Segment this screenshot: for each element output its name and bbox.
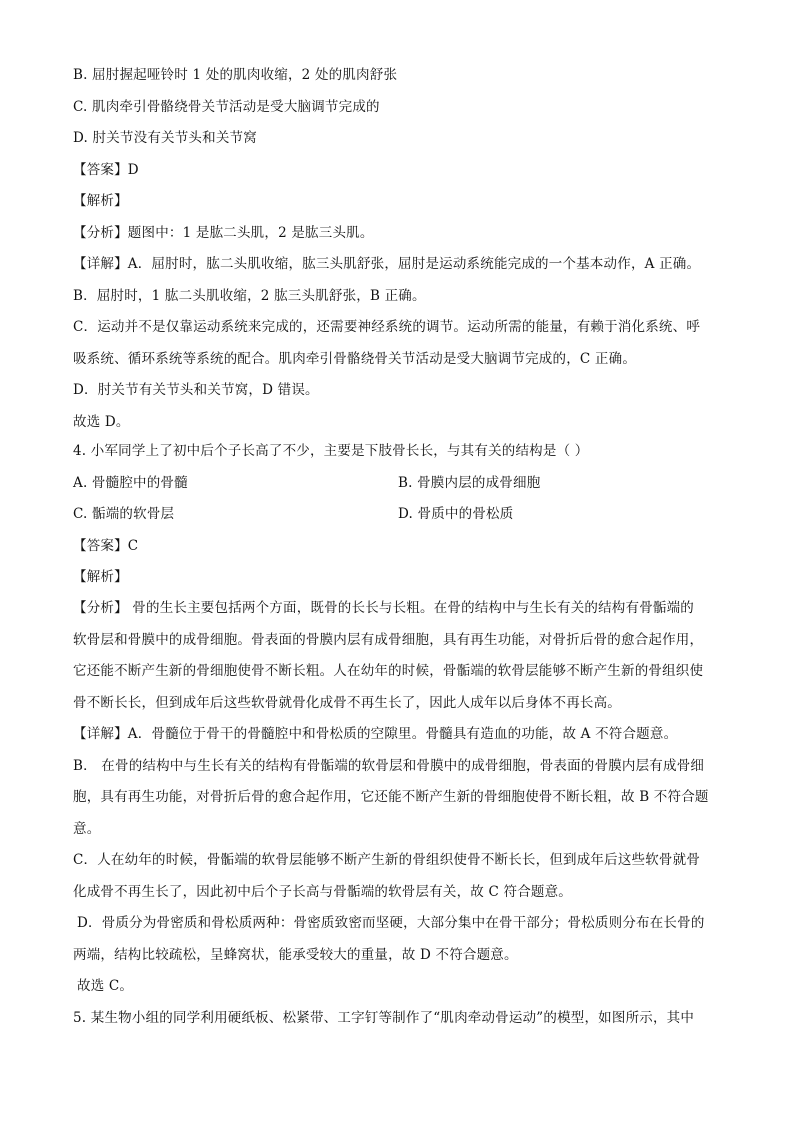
detail-paragraph: B． 在骨的结构中与生长有关的结构有骨骺端的软骨层和骨膜中的成骨细胞，骨表面的骨膜内层有成骨细: [73, 758, 705, 774]
final-choice: 故选 C。: [77, 978, 134, 994]
analysis-paragraph: 软骨层和骨膜中的成骨细胞。骨表面的骨膜内层有成骨细胞，具有再生功能，对骨折后骨的愈合起作用，: [73, 632, 704, 648]
detail-paragraph: 【详解】A．骨髓位于骨干的骨髓腔中和骨松质的空隙里。骨髓具有造血的功能，故 A 不符合题意。: [73, 726, 678, 742]
detail-paragraph: B．屈肘时，1 肱二头肌收缩，2 肱三头肌舒张，B 正确。: [73, 288, 426, 304]
detail-paragraph: D．骨质分为骨密质和骨松质两种：骨密质致密而坚硬，大部分集中在骨干部分；骨松质则分布在长骨的: [77, 915, 705, 931]
option-b: B. 骨膜内层的成骨细胞: [398, 475, 541, 491]
analysis-heading: 【解析】: [73, 193, 128, 209]
answer-label: 【答案】C: [73, 538, 139, 554]
analysis-paragraph: 它还能不断产生新的骨细胞使骨不断长粗。人在幼年的时候，骨骺端的软骨层能够不断产生新的骨组织使: [73, 663, 704, 679]
analysis-summary: 【分析】题图中：1 是肱二头肌，2 是肱三头肌。: [73, 225, 374, 241]
option-d: D. 骨质中的骨松质: [398, 506, 514, 522]
analysis-paragraph: 骨不断长长，但到成年后这些软骨就骨化成骨不再生长了，因此人成年以后身体不再长高。: [73, 695, 621, 711]
option-b: B. 屈肘握起哑铃时 1 处的肌肉收缩，2 处的肌肉舒张: [73, 67, 398, 83]
analysis-paragraph: 【分析】 骨的生长主要包括两个方面，既骨的长长与长粗。在骨的结构中与生长有关的结构有骨骺端的: [73, 600, 694, 616]
final-choice: 故选 D。: [73, 414, 130, 430]
question-4: 4. 小军同学上了初中后个子长高了不少，主要是下肢骨长长，与其有关的结构是（ ）: [73, 443, 589, 459]
analysis-heading: 【解析】: [73, 569, 128, 585]
detail-paragraph: 化成骨不再生长了，因此初中后个子长高与骨骺端的软骨层有关，故 C 符合题意。: [73, 884, 573, 900]
detail-paragraph: 意。: [73, 821, 101, 837]
detail-paragraph: 吸系统、循环系统等系统的配合。肌肉牵引骨骼绕骨关节活动是受大脑调节完成的，C 正确。: [73, 351, 637, 367]
option-d: D. 肘关节没有关节头和关节窝: [73, 130, 257, 146]
detail-paragraph: 胞，具有再生功能，对骨折后骨的愈合起作用，它还能不断产生新的骨细胞使骨不断长粗，故 B 不符合题: [73, 789, 709, 805]
option-c: C. 骺端的软骨层: [73, 506, 175, 522]
question-5: 5. 某生物小组的同学利用硬纸板、松紧带、工字钉等制作了“肌肉牵动骨运动”的模型，如图所示，其中: [73, 1010, 695, 1026]
detail-paragraph: C．运动并不是仅靠运动系统来完成的，还需要神经系统的调节。运动所需的能量，有赖于消化系统、呼: [73, 319, 701, 335]
detail-paragraph: 【详解】A．屈肘时，肱二头肌收缩，肱三头肌舒张，屈肘是运动系统能完成的一个基本动作，A 正确。: [73, 256, 701, 272]
option-a: A. 骨髓腔中的骨髓: [73, 475, 188, 491]
detail-paragraph: C．人在幼年的时候，骨骺端的软骨层能够不断产生新的骨组织使骨不断长长，但到成年后这些软骨就骨: [73, 852, 701, 868]
detail-paragraph: D．肘关节有关节头和关节窝，D 错误。: [73, 382, 319, 398]
detail-paragraph: 两端，结构比较疏松，呈蜂窝状，能承受较大的重量，故 D 不符合题意。: [73, 947, 518, 963]
answer-label: 【答案】D: [73, 162, 139, 178]
option-c: C. 肌肉牵引骨骼绕骨关节活动是受大脑调节完成的: [73, 99, 380, 115]
